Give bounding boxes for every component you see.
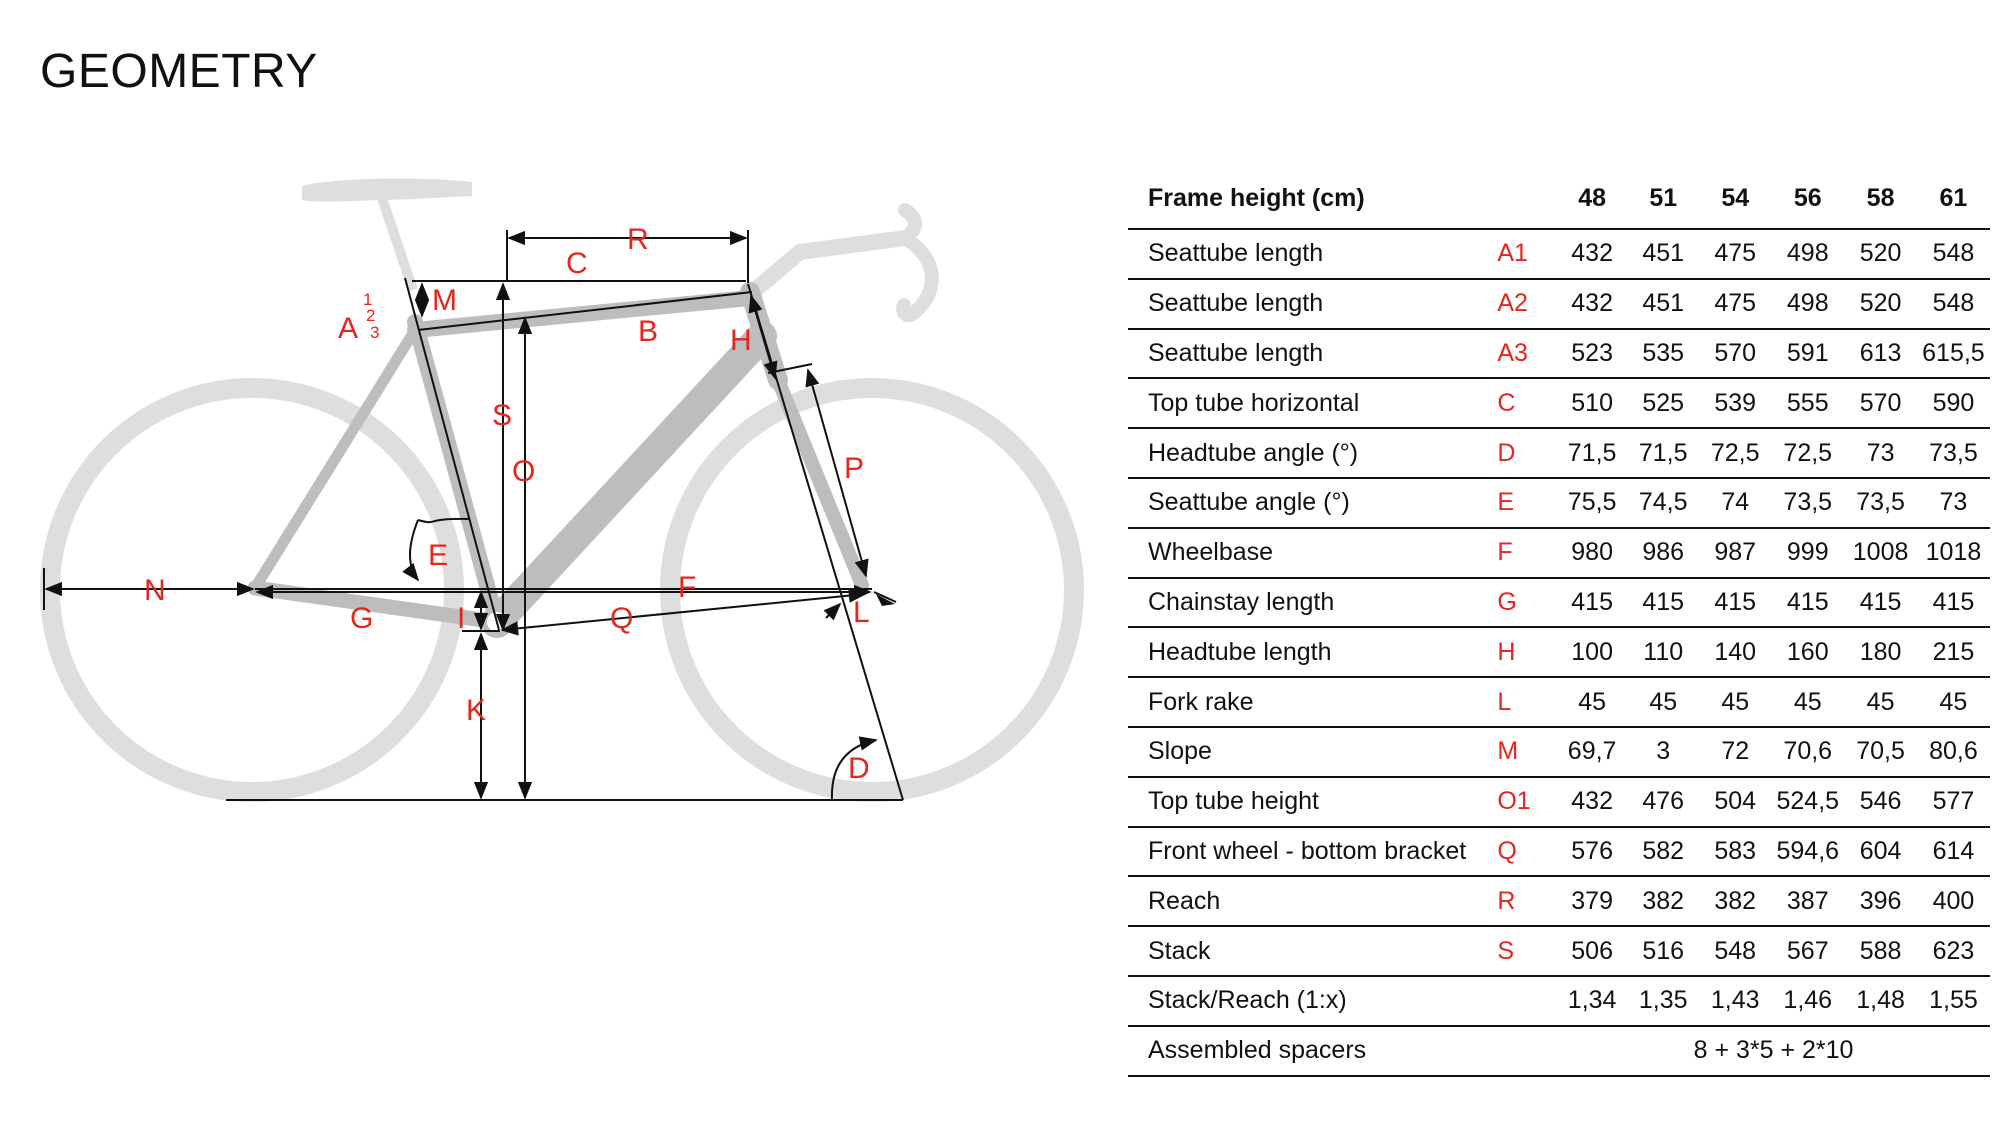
geometry-table — [1128, 168, 1990, 1077]
cell-value: 1,55 — [1917, 976, 1990, 1026]
row-code: Q — [1497, 827, 1557, 877]
table-row — [1128, 478, 1990, 528]
stem — [748, 238, 905, 296]
cell-value: 415 — [1557, 578, 1627, 628]
cell-value: 72 — [1699, 727, 1771, 777]
table-row-spacers — [1128, 1026, 1990, 1076]
cell-value: 74 — [1699, 478, 1771, 528]
label-A-sub3: 3 — [370, 323, 380, 342]
header-size-61: 61 — [1917, 168, 1990, 229]
cell-value: 1,48 — [1844, 976, 1917, 1026]
cell-value: 140 — [1699, 627, 1771, 677]
table-header-row — [1128, 168, 1990, 229]
cell-value: 506 — [1557, 926, 1627, 976]
label-S: S — [492, 399, 513, 432]
cell-value: 567 — [1771, 926, 1844, 976]
cell-value: 614 — [1917, 827, 1990, 877]
label-L: L — [853, 596, 870, 629]
table-row — [1128, 279, 1990, 329]
row-label: Headtube angle (°) — [1128, 428, 1497, 478]
table-row — [1128, 777, 1990, 827]
cell-value: 520 — [1844, 279, 1917, 329]
bike-geometry-diagram — [0, 0, 1120, 900]
cell-value: 539 — [1699, 378, 1771, 428]
table-row — [1128, 677, 1990, 727]
cell-value: 415 — [1771, 578, 1844, 628]
table-row — [1128, 528, 1990, 578]
row-code: A1 — [1497, 229, 1557, 279]
row-code: C — [1497, 378, 1557, 428]
cell-value: 613 — [1844, 329, 1917, 379]
cell-value: 548 — [1699, 926, 1771, 976]
cell-value: 415 — [1917, 578, 1990, 628]
row-code: F — [1497, 528, 1557, 578]
label-A-sub1: 1 — [363, 290, 373, 309]
cell-value: 73 — [1917, 478, 1990, 528]
cell-value: 535 — [1627, 329, 1699, 379]
row-label: Top tube horizontal — [1128, 378, 1497, 428]
cell-value: 451 — [1627, 279, 1699, 329]
header-size-56: 56 — [1771, 168, 1844, 229]
row-label: Headtube length — [1128, 627, 1497, 677]
table-row — [1128, 329, 1990, 379]
cell-value: 986 — [1627, 528, 1699, 578]
row-code: A2 — [1497, 279, 1557, 329]
row-code: E — [1497, 478, 1557, 528]
row-code: S — [1497, 926, 1557, 976]
cell-value: 73 — [1844, 428, 1917, 478]
header-size-54: 54 — [1699, 168, 1771, 229]
label-K: K — [466, 694, 487, 727]
cell-value: 100 — [1557, 627, 1627, 677]
down-tube — [497, 336, 762, 622]
label-D: D — [848, 752, 870, 785]
handlebar — [903, 210, 932, 315]
header-size-51: 51 — [1627, 168, 1699, 229]
cell-value: 80,6 — [1917, 727, 1990, 777]
cell-value: 180 — [1844, 627, 1917, 677]
row-code — [1497, 976, 1557, 1026]
cell-value: 45 — [1844, 677, 1917, 727]
label-E: E — [428, 539, 449, 572]
cell-value: 415 — [1844, 578, 1917, 628]
cell-value: 45 — [1627, 677, 1699, 727]
cell-value: 379 — [1557, 876, 1627, 926]
cell-value: 504 — [1699, 777, 1771, 827]
cell-value: 45 — [1917, 677, 1990, 727]
spacers-value: 8 + 3*5 + 2*10 — [1557, 1026, 1990, 1076]
label-A-sub2: 2 — [366, 306, 376, 325]
row-code: R — [1497, 876, 1557, 926]
cell-value: 70,5 — [1844, 727, 1917, 777]
cell-value: 987 — [1699, 528, 1771, 578]
cell-value: 475 — [1699, 279, 1771, 329]
row-label: Assembled spacers — [1128, 1026, 1497, 1076]
cell-value: 1008 — [1844, 528, 1917, 578]
label-F: F — [678, 571, 697, 604]
table-row — [1128, 578, 1990, 628]
cell-value: 415 — [1627, 578, 1699, 628]
row-code: A3 — [1497, 329, 1557, 379]
label-Q: Q — [610, 602, 634, 635]
cell-value: 555 — [1771, 378, 1844, 428]
header-size-58: 58 — [1844, 168, 1917, 229]
cell-value: 432 — [1557, 777, 1627, 827]
row-code: G — [1497, 578, 1557, 628]
cell-value: 570 — [1699, 329, 1771, 379]
cell-value: 548 — [1917, 279, 1990, 329]
seatpost — [382, 198, 413, 290]
cell-value: 400 — [1917, 876, 1990, 926]
cell-value: 73,5 — [1771, 478, 1844, 528]
cell-value: 516 — [1627, 926, 1699, 976]
cell-value: 72,5 — [1699, 428, 1771, 478]
row-code: D — [1497, 428, 1557, 478]
table-row — [1128, 976, 1990, 1026]
row-code — [1497, 1026, 1557, 1076]
row-label: Seattube length — [1128, 279, 1497, 329]
table-body — [1128, 229, 1990, 1076]
cell-value: 623 — [1917, 926, 1990, 976]
label-H: H — [730, 324, 752, 357]
table-row — [1128, 229, 1990, 279]
table-row — [1128, 378, 1990, 428]
row-code: H — [1497, 627, 1557, 677]
table-row — [1128, 827, 1990, 877]
label-A: A — [338, 312, 359, 345]
cell-value: 476 — [1627, 777, 1699, 827]
label-N: N — [144, 574, 166, 607]
seat-stay — [255, 330, 415, 588]
table-row — [1128, 727, 1990, 777]
label-M: M — [432, 284, 457, 317]
page-title: GEOMETRY — [40, 45, 318, 98]
cell-value: 45 — [1771, 677, 1844, 727]
cell-value: 548 — [1917, 229, 1990, 279]
cell-value: 510 — [1557, 378, 1627, 428]
cell-value: 1,34 — [1557, 976, 1627, 1026]
cell-value: 3 — [1627, 727, 1699, 777]
cell-value: 594,6 — [1771, 827, 1844, 877]
label-G: G — [350, 602, 374, 635]
row-label: Fork rake — [1128, 677, 1497, 727]
row-label: Seattube angle (°) — [1128, 478, 1497, 528]
label-I: I — [457, 602, 466, 635]
cell-value: 1,46 — [1771, 976, 1844, 1026]
cell-value: 73,5 — [1844, 478, 1917, 528]
cell-value: 999 — [1771, 528, 1844, 578]
table-row — [1128, 876, 1990, 926]
row-label: Wheelbase — [1128, 528, 1497, 578]
cell-value: 498 — [1771, 279, 1844, 329]
cell-value: 70,6 — [1771, 727, 1844, 777]
cell-value: 1,35 — [1627, 976, 1699, 1026]
row-label: Slope — [1128, 727, 1497, 777]
cell-value: 523 — [1557, 329, 1627, 379]
cell-value: 215 — [1917, 627, 1990, 677]
row-label: Front wheel - bottom bracket — [1128, 827, 1497, 877]
top-tube-axis — [418, 292, 752, 330]
label-O: O — [512, 455, 536, 488]
cell-value: 524,5 — [1771, 777, 1844, 827]
cell-value: 525 — [1627, 378, 1699, 428]
label-C: C — [566, 247, 588, 280]
cell-value: 72,5 — [1771, 428, 1844, 478]
cell-value: 396 — [1844, 876, 1917, 926]
cell-value: 71,5 — [1627, 428, 1699, 478]
cell-value: 498 — [1771, 229, 1844, 279]
cell-value: 45 — [1699, 677, 1771, 727]
cell-value: 588 — [1844, 926, 1917, 976]
cell-value: 71,5 — [1557, 428, 1627, 478]
header-size-48: 48 — [1557, 168, 1627, 229]
cell-value: 570 — [1844, 378, 1917, 428]
cell-value: 69,7 — [1557, 727, 1627, 777]
row-label: Chainstay length — [1128, 578, 1497, 628]
cell-value: 583 — [1699, 827, 1771, 877]
row-code: M — [1497, 727, 1557, 777]
cell-value: 73,5 — [1917, 428, 1990, 478]
cell-value: 591 — [1771, 329, 1844, 379]
cell-value: 382 — [1627, 876, 1699, 926]
cell-value: 415 — [1699, 578, 1771, 628]
cell-value: 582 — [1627, 827, 1699, 877]
header-code-spacer — [1497, 168, 1557, 229]
cell-value: 980 — [1557, 528, 1627, 578]
header-frame-height: Frame height (cm) — [1128, 168, 1497, 229]
cell-value: 387 — [1771, 876, 1844, 926]
cell-value: 577 — [1917, 777, 1990, 827]
cell-value: 1,43 — [1699, 976, 1771, 1026]
row-label: Seattube length — [1128, 229, 1497, 279]
label-R: R — [627, 223, 649, 256]
cell-value: 160 — [1771, 627, 1844, 677]
cell-value: 615,5 — [1917, 329, 1990, 379]
cell-value: 590 — [1917, 378, 1990, 428]
table-row — [1128, 627, 1990, 677]
row-label: Reach — [1128, 876, 1497, 926]
cell-value: 45 — [1557, 677, 1627, 727]
cell-value: 520 — [1844, 229, 1917, 279]
label-P: P — [844, 452, 865, 485]
row-label: Seattube length — [1128, 329, 1497, 379]
table-row — [1128, 926, 1990, 976]
cell-value: 382 — [1699, 876, 1771, 926]
cell-value: 604 — [1844, 827, 1917, 877]
table-row — [1128, 428, 1990, 478]
cell-value: 546 — [1844, 777, 1917, 827]
cell-value: 475 — [1699, 229, 1771, 279]
row-code: O1 — [1497, 777, 1557, 827]
arrow-L-pointer — [826, 604, 840, 618]
cell-value: 74,5 — [1627, 478, 1699, 528]
row-code: L — [1497, 677, 1557, 727]
row-label: Stack/Reach (1:x) — [1128, 976, 1497, 1026]
cell-value: 75,5 — [1557, 478, 1627, 528]
steering-axis — [748, 284, 903, 800]
row-label: Stack — [1128, 926, 1497, 976]
cell-value: 1018 — [1917, 528, 1990, 578]
row-label: Top tube height — [1128, 777, 1497, 827]
cell-value: 576 — [1557, 827, 1627, 877]
cell-value: 110 — [1627, 627, 1699, 677]
cell-value: 432 — [1557, 279, 1627, 329]
label-B: B — [638, 315, 659, 348]
cell-value: 451 — [1627, 229, 1699, 279]
cell-value: 432 — [1557, 229, 1627, 279]
